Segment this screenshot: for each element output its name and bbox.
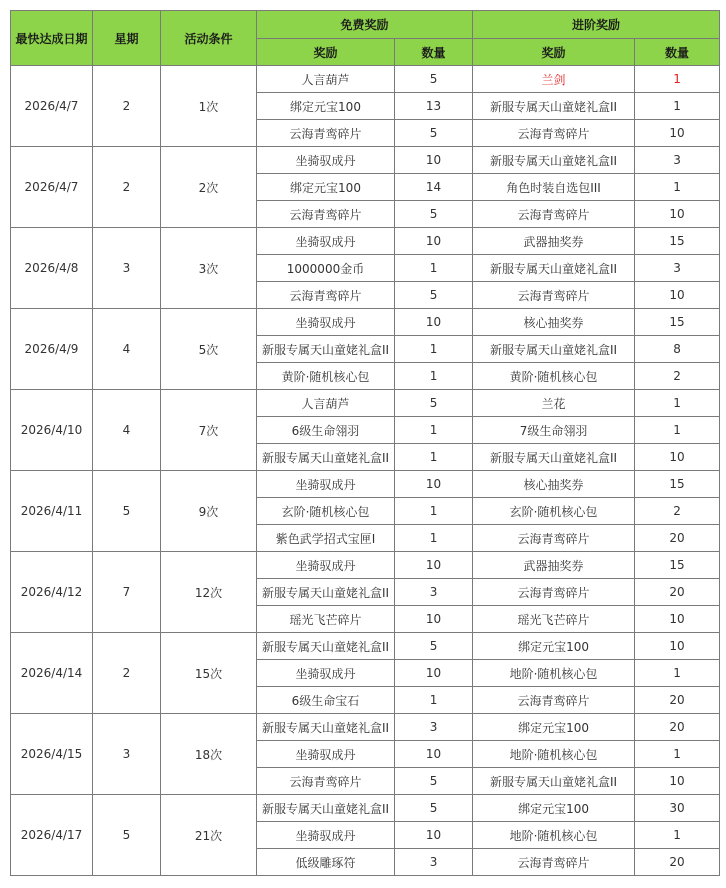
free-reward-cell: 1000000金币 bbox=[257, 255, 395, 282]
advanced-qty-cell: 10 bbox=[635, 120, 720, 147]
advanced-reward-cell: 绑定元宝100 bbox=[473, 714, 635, 741]
free-qty-cell: 13 bbox=[395, 93, 473, 120]
advanced-reward-cell: 地阶·随机核心包 bbox=[473, 660, 635, 687]
header-weekday: 星期 bbox=[93, 11, 161, 66]
table-row bbox=[11, 390, 720, 417]
advanced-reward-cell: 新服专属天山童姥礼盒II bbox=[473, 147, 635, 174]
advanced-qty-cell: 15 bbox=[635, 228, 720, 255]
date-cell: 2026/4/14 bbox=[11, 633, 93, 714]
free-qty-cell: 10 bbox=[395, 309, 473, 336]
free-reward-cell: 坐骑驭成丹 bbox=[257, 660, 395, 687]
free-qty-cell: 1 bbox=[395, 417, 473, 444]
free-reward-cell: 新服专属天山童姥礼盒II bbox=[257, 633, 395, 660]
condition-cell: 15次 bbox=[161, 633, 257, 714]
advanced-reward-cell: 云海青鸾碎片 bbox=[473, 687, 635, 714]
free-reward-cell: 新服专属天山童姥礼盒II bbox=[257, 714, 395, 741]
date-cell: 2026/4/10 bbox=[11, 390, 93, 471]
advanced-qty-cell: 1 bbox=[635, 66, 720, 93]
advanced-reward-cell: 地阶·随机核心包 bbox=[473, 741, 635, 768]
advanced-reward-cell: 兰剑 bbox=[473, 66, 635, 93]
advanced-qty-cell: 20 bbox=[635, 579, 720, 606]
free-qty-cell: 10 bbox=[395, 660, 473, 687]
free-qty-cell: 5 bbox=[395, 120, 473, 147]
free-reward-cell: 玄阶·随机核心包 bbox=[257, 498, 395, 525]
advanced-qty-cell: 20 bbox=[635, 714, 720, 741]
free-qty-cell: 1 bbox=[395, 687, 473, 714]
date-cell: 2026/4/7 bbox=[11, 66, 93, 147]
header-date: 最快达成日期 bbox=[11, 11, 93, 66]
advanced-reward-cell: 新服专属天山童姥礼盒II bbox=[473, 768, 635, 795]
advanced-reward-cell: 角色时装自选包III bbox=[473, 174, 635, 201]
advanced-qty-cell: 15 bbox=[635, 309, 720, 336]
advanced-qty-cell: 1 bbox=[635, 93, 720, 120]
advanced-qty-cell: 10 bbox=[635, 606, 720, 633]
free-qty-cell: 1 bbox=[395, 336, 473, 363]
advanced-reward-cell: 黄阶·随机核心包 bbox=[473, 363, 635, 390]
date-cell: 2026/4/17 bbox=[11, 795, 93, 876]
advanced-reward-cell: 新服专属天山童姥礼盒II bbox=[473, 93, 635, 120]
advanced-qty-cell: 10 bbox=[635, 444, 720, 471]
free-reward-cell: 新服专属天山童姥礼盒II bbox=[257, 444, 395, 471]
condition-cell: 7次 bbox=[161, 390, 257, 471]
advanced-reward-cell: 新服专属天山童姥礼盒II bbox=[473, 255, 635, 282]
free-reward-cell: 瑶光飞芒碎片 bbox=[257, 606, 395, 633]
free-reward-cell: 人言葫芦 bbox=[257, 66, 395, 93]
table-row bbox=[11, 309, 720, 336]
weekday-cell: 4 bbox=[93, 390, 161, 471]
free-qty-cell: 10 bbox=[395, 471, 473, 498]
advanced-qty-cell: 10 bbox=[635, 201, 720, 228]
free-reward-cell: 新服专属天山童姥礼盒II bbox=[257, 579, 395, 606]
table-row bbox=[11, 714, 720, 741]
free-reward-cell: 坐骑驭成丹 bbox=[257, 822, 395, 849]
header-free-reward: 奖励 bbox=[257, 39, 395, 66]
advanced-qty-cell: 10 bbox=[635, 768, 720, 795]
condition-cell: 3次 bbox=[161, 228, 257, 309]
advanced-qty-cell: 15 bbox=[635, 552, 720, 579]
free-qty-cell: 10 bbox=[395, 147, 473, 174]
date-cell: 2026/4/11 bbox=[11, 471, 93, 552]
free-qty-cell: 5 bbox=[395, 390, 473, 417]
free-qty-cell: 14 bbox=[395, 174, 473, 201]
advanced-qty-cell: 20 bbox=[635, 849, 720, 876]
advanced-qty-cell: 2 bbox=[635, 498, 720, 525]
free-qty-cell: 10 bbox=[395, 606, 473, 633]
weekday-cell: 5 bbox=[93, 471, 161, 552]
advanced-qty-cell: 1 bbox=[635, 390, 720, 417]
free-qty-cell: 5 bbox=[395, 201, 473, 228]
advanced-qty-cell: 8 bbox=[635, 336, 720, 363]
advanced-qty-cell: 20 bbox=[635, 687, 720, 714]
advanced-reward-cell: 云海青鸾碎片 bbox=[473, 282, 635, 309]
weekday-cell: 5 bbox=[93, 795, 161, 876]
advanced-reward-cell: 云海青鸾碎片 bbox=[473, 201, 635, 228]
free-qty-cell: 10 bbox=[395, 822, 473, 849]
free-reward-cell: 云海青鸾碎片 bbox=[257, 120, 395, 147]
free-qty-cell: 10 bbox=[395, 552, 473, 579]
table-header bbox=[11, 11, 720, 66]
date-cell: 2026/4/15 bbox=[11, 714, 93, 795]
weekday-cell: 2 bbox=[93, 66, 161, 147]
rewards-table bbox=[10, 10, 720, 876]
table-row bbox=[11, 228, 720, 255]
advanced-reward-cell: 核心抽奖券 bbox=[473, 471, 635, 498]
table-row bbox=[11, 795, 720, 822]
weekday-cell: 2 bbox=[93, 633, 161, 714]
advanced-reward-cell: 玄阶·随机核心包 bbox=[473, 498, 635, 525]
free-reward-cell: 坐骑驭成丹 bbox=[257, 552, 395, 579]
advanced-qty-cell: 30 bbox=[635, 795, 720, 822]
advanced-qty-cell: 10 bbox=[635, 282, 720, 309]
advanced-qty-cell: 3 bbox=[635, 147, 720, 174]
free-reward-cell: 黄阶·随机核心包 bbox=[257, 363, 395, 390]
advanced-reward-cell: 新服专属天山童姥礼盒II bbox=[473, 336, 635, 363]
header-advanced-reward: 奖励 bbox=[473, 39, 635, 66]
advanced-reward-cell: 地阶·随机核心包 bbox=[473, 822, 635, 849]
header-free-rewards: 免费奖励 bbox=[257, 11, 473, 39]
advanced-reward-cell: 云海青鸾碎片 bbox=[473, 849, 635, 876]
free-reward-cell: 坐骑驭成丹 bbox=[257, 147, 395, 174]
free-reward-cell: 坐骑驭成丹 bbox=[257, 228, 395, 255]
advanced-qty-cell: 10 bbox=[635, 633, 720, 660]
free-reward-cell: 6级生命翎羽 bbox=[257, 417, 395, 444]
weekday-cell: 3 bbox=[93, 228, 161, 309]
advanced-qty-cell: 1 bbox=[635, 822, 720, 849]
header-advanced-qty: 数量 bbox=[635, 39, 720, 66]
weekday-cell: 7 bbox=[93, 552, 161, 633]
header-advanced-rewards: 进阶奖励 bbox=[473, 11, 720, 39]
free-reward-cell: 坐骑驭成丹 bbox=[257, 309, 395, 336]
advanced-qty-cell: 1 bbox=[635, 174, 720, 201]
free-reward-cell: 人言葫芦 bbox=[257, 390, 395, 417]
free-qty-cell: 1 bbox=[395, 363, 473, 390]
free-reward-cell: 云海青鸾碎片 bbox=[257, 282, 395, 309]
advanced-qty-cell: 1 bbox=[635, 660, 720, 687]
free-reward-cell: 绑定元宝100 bbox=[257, 93, 395, 120]
advanced-qty-cell: 15 bbox=[635, 471, 720, 498]
advanced-reward-cell: 绑定元宝100 bbox=[473, 633, 635, 660]
free-qty-cell: 5 bbox=[395, 633, 473, 660]
date-cell: 2026/4/12 bbox=[11, 552, 93, 633]
advanced-qty-cell: 20 bbox=[635, 525, 720, 552]
condition-cell: 18次 bbox=[161, 714, 257, 795]
free-reward-cell: 新服专属天山童姥礼盒II bbox=[257, 795, 395, 822]
free-reward-cell: 新服专属天山童姥礼盒II bbox=[257, 336, 395, 363]
free-qty-cell: 5 bbox=[395, 768, 473, 795]
free-qty-cell: 5 bbox=[395, 282, 473, 309]
condition-cell: 21次 bbox=[161, 795, 257, 876]
date-cell: 2026/4/7 bbox=[11, 147, 93, 228]
table-row bbox=[11, 147, 720, 174]
advanced-qty-cell: 1 bbox=[635, 741, 720, 768]
header-free-qty: 数量 bbox=[395, 39, 473, 66]
advanced-qty-cell: 2 bbox=[635, 363, 720, 390]
free-reward-cell: 低级雕琢符 bbox=[257, 849, 395, 876]
free-reward-cell: 紫色武学招式宝匣I bbox=[257, 525, 395, 552]
weekday-cell: 3 bbox=[93, 714, 161, 795]
free-qty-cell: 5 bbox=[395, 66, 473, 93]
free-reward-cell: 云海青鸾碎片 bbox=[257, 201, 395, 228]
advanced-reward-cell: 云海青鸾碎片 bbox=[473, 120, 635, 147]
advanced-reward-cell: 7级生命翎羽 bbox=[473, 417, 635, 444]
free-qty-cell: 1 bbox=[395, 498, 473, 525]
advanced-qty-cell: 3 bbox=[635, 255, 720, 282]
advanced-reward-cell: 新服专属天山童姥礼盒II bbox=[473, 444, 635, 471]
free-qty-cell: 10 bbox=[395, 741, 473, 768]
table-row bbox=[11, 633, 720, 660]
condition-cell: 5次 bbox=[161, 309, 257, 390]
free-qty-cell: 1 bbox=[395, 444, 473, 471]
weekday-cell: 4 bbox=[93, 309, 161, 390]
advanced-reward-cell: 核心抽奖券 bbox=[473, 309, 635, 336]
table-body bbox=[11, 66, 720, 876]
advanced-reward-cell: 瑶光飞芒碎片 bbox=[473, 606, 635, 633]
advanced-reward-cell: 云海青鸾碎片 bbox=[473, 525, 635, 552]
condition-cell: 9次 bbox=[161, 471, 257, 552]
condition-cell: 2次 bbox=[161, 147, 257, 228]
free-qty-cell: 1 bbox=[395, 255, 473, 282]
table-row bbox=[11, 471, 720, 498]
advanced-reward-cell: 绑定元宝100 bbox=[473, 795, 635, 822]
advanced-reward-cell: 兰花 bbox=[473, 390, 635, 417]
free-qty-cell: 1 bbox=[395, 525, 473, 552]
free-reward-cell: 6级生命宝石 bbox=[257, 687, 395, 714]
free-reward-cell: 坐骑驭成丹 bbox=[257, 741, 395, 768]
free-qty-cell: 3 bbox=[395, 714, 473, 741]
table-row bbox=[11, 552, 720, 579]
header-condition: 活动条件 bbox=[161, 11, 257, 66]
condition-cell: 1次 bbox=[161, 66, 257, 147]
advanced-reward-cell: 武器抽奖券 bbox=[473, 228, 635, 255]
advanced-reward-cell: 云海青鸾碎片 bbox=[473, 579, 635, 606]
free-qty-cell: 5 bbox=[395, 795, 473, 822]
table-row bbox=[11, 66, 720, 93]
advanced-qty-cell: 1 bbox=[635, 417, 720, 444]
advanced-reward-cell: 武器抽奖券 bbox=[473, 552, 635, 579]
date-cell: 2026/4/8 bbox=[11, 228, 93, 309]
weekday-cell: 2 bbox=[93, 147, 161, 228]
free-qty-cell: 3 bbox=[395, 579, 473, 606]
free-reward-cell: 绑定元宝100 bbox=[257, 174, 395, 201]
free-reward-cell: 云海青鸾碎片 bbox=[257, 768, 395, 795]
date-cell: 2026/4/9 bbox=[11, 309, 93, 390]
free-qty-cell: 10 bbox=[395, 228, 473, 255]
free-qty-cell: 3 bbox=[395, 849, 473, 876]
condition-cell: 12次 bbox=[161, 552, 257, 633]
free-reward-cell: 坐骑驭成丹 bbox=[257, 471, 395, 498]
